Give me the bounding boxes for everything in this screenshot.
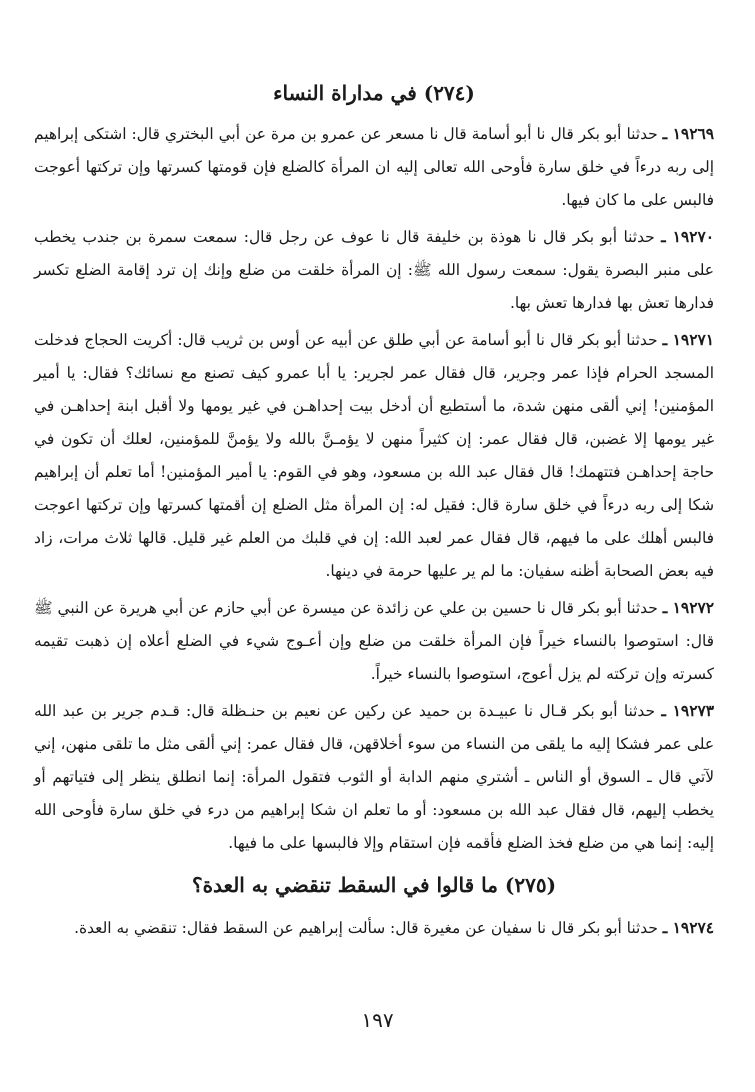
hadith-number: ١٩٢٧٢ ـ: [662, 599, 714, 617]
hadith-19270: [34, 221, 714, 320]
hadith-text: حدثنا أبو بكر قال نا أبو أسامة عن أبي طلق عن أبيه عن أوس بن ثريب قال: أكريت الحجاج فدخلت المسجد الحرام فإذا عمر وجرير، قال فقال عمر لجرير: يا أبا عمرو كيف تصنع مع نسائك؟ فقال: يا أمير المؤمنين! إني ألقى منهن شدة، ما أستطيع أن أدخل بيت إحداهـن في غير يومها ولا أقبل ابنة إحداهـن في غير يومها إلا غضبن، قال فقال عمر: إن كثيراً منهن لا يؤمـنَّ بالله ولا يؤمنَّ للمؤمنين، لعلك أن تكون في حاجة إحداهـن فتتهمك! قال فقال عبد الله بن مسعود، وهو في القوم: يا أمير المؤمنين! أما تعلم أن إبراهيم شكا إلى ربه درءاً في خلق سارة قال: فقيل له: إن المرأة مثل الضلع إن أقمتها كسرتها وإن تركتها اعوجت فالبس أهلك على ما فيهم، قال فقال عمر لعبد الله: إن في قلبك من العلم غير قليل. قالها ثلاث مرات، زاد فيه بعض الصحابة أظنه سفيان: ما لم ير عليها حرمة في دينها.: [34, 331, 714, 580]
hadith-text: حدثنا أبو بكر قال نا حسين بن علي عن زائدة عن ميسرة عن أبي حازم عن أبي هريرة عن النبي ﷺ قال: استوصوا بالنساء خيراً فإن المرأة خلقت من ضلع وإن أعـوج شيء في الضلع أعلاه إن ذهبت تقيمه كسرته وإن تركته لم يزل أعوج، استوصوا بالنساء خيراً.: [34, 599, 714, 683]
chapter-heading-275: (٢٧٥) ما قالوا في السقط تنقضي به العدة؟: [191, 873, 557, 897]
page-number: ١٩٧: [361, 1008, 394, 1032]
hadith-number: ١٩٢٦٩ ـ: [662, 125, 714, 143]
hadith-number: ١٩٢٧٤ ـ: [662, 919, 714, 937]
chapter-heading-274: (٢٧٤) في مداراة النساء: [273, 81, 475, 105]
hadith-19273: [34, 695, 714, 860]
hadith-text: حدثنا أبو بكر قال نا أبو أسامة قال نا مسعر عن عمرو بن مرة عن أبي البختري قال: اشتكى إبراهيم إلى ربه درءاً في خلق سارة فأوحى الله تعالى إليه ان المرأة كالضلع فإن قومتها كسرتها وإن تركتها أعوجت فالبس على ما كان فيها.: [34, 125, 714, 209]
hadith-19271: [34, 324, 714, 588]
hadith-19269: [34, 118, 714, 217]
page-body: [34, 78, 714, 949]
hadith-text: حدثنا أبو بكر قـال نا عبيـدة بن حميد عن ركين عن نعيم بن حنـظلة قال: قـدم جرير بن عبد الله على عمر فشكا إليه ما يلقى من النساء من سوء أخلاقهن، قال فقال عمر: إني ألقى مثل ما تلقى منهن، إني لآتي قال ـ السوق أو الناس ـ أشتري منهم الدابة أو الثوب فتقول المرأة: إنما انطلق ينظر إلى فتياتهم أو يخطب إليهم، قال فقال عبد الله بن مسعود: أو ما تعلم ان شكا إبراهيم من درء في خلق سارة فأوحى الله إليه: إنما هي من ضلع فخذ الضلع فأقمه فإن استقام وإلا فالبسها على ما فيها.: [34, 702, 714, 852]
hadith-number: ١٩٢٧١ ـ: [662, 331, 714, 349]
hadith-number: ١٩٢٧٠ ـ: [661, 228, 714, 246]
hadith-19272: [34, 592, 714, 691]
hadith-19274: [34, 912, 714, 945]
hadith-text: حدثنا أبو بكر قال نا هوذة بن خليفة قال نا عوف عن رجل قال: سمعت سمرة بن جندب يخطب على منبر البصرة يقول: سمعت رسول الله ﷺ: إن المرأة خلقت من ضلع وإنك إن ترد إقامة الضلع تكسر فدارها تعش بها فدارها تعش بها.: [34, 228, 714, 312]
hadith-text: حدثنا أبو بكر قال نا سفيان عن مغيرة قال: سألت إبراهيم عن السقط فقال: تنقضي به العدة.: [74, 919, 658, 937]
hadith-number: ١٩٢٧٣ ـ: [661, 702, 714, 720]
